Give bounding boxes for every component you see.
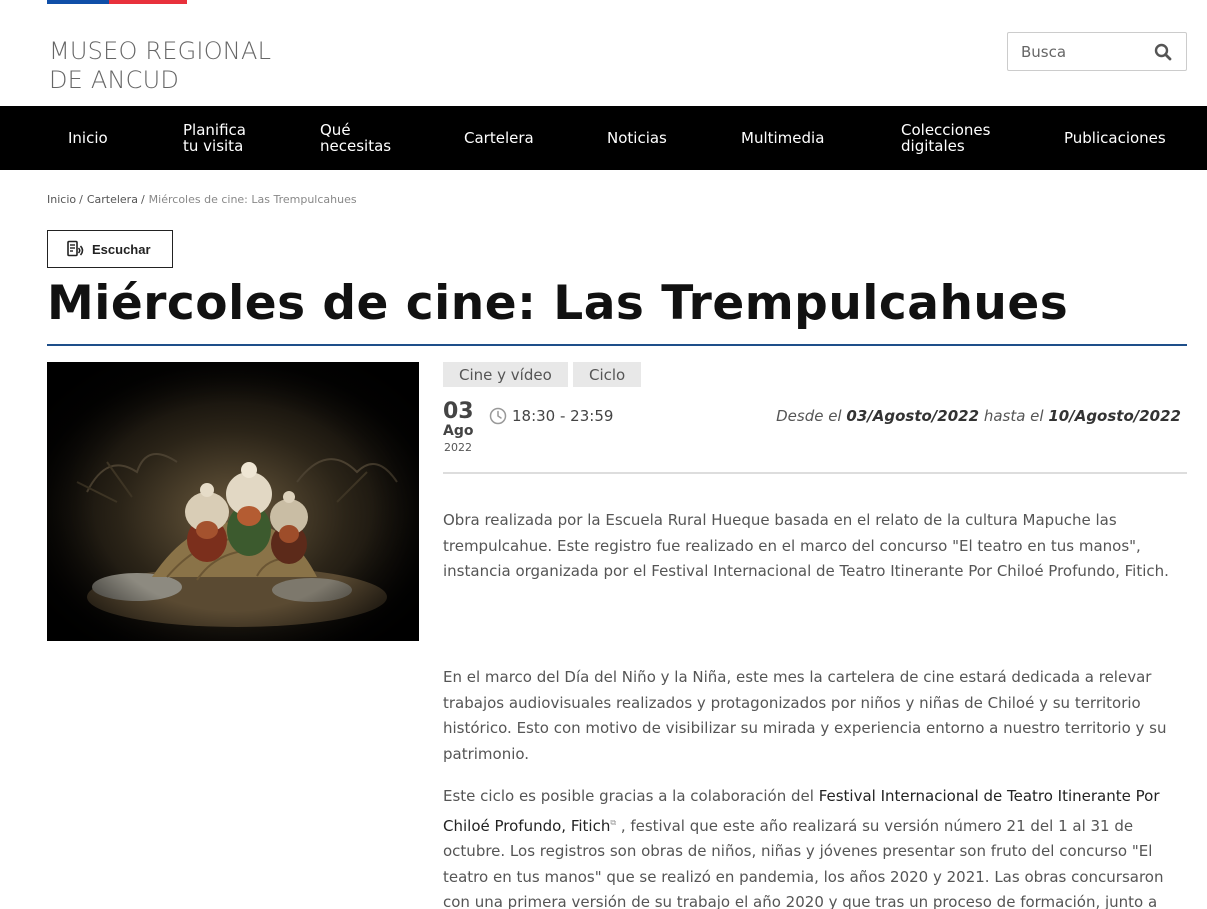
event-month: Ago [443,423,474,439]
breadcrumb [47,193,357,206]
event-year: 2022 [444,441,472,454]
event-time [489,407,613,425]
speaker-icon [66,240,84,258]
clock-icon [489,407,507,425]
page-title: Miércoles de cine: Las Trempulcahues [47,276,1069,331]
body-paragraph-2: En el marco del Día del Niño y la Niña, este mes la cartelera de cine estará dedicada a relevar trabajos audiovisuales realizados y protagonizados por niños y niñas de Chiloé y su territorio histórico. Esto con motivo de visibilizar su mirada y experiencia entorno a nuestro territorio y su patrimonio. [443,668,1167,763]
event-photo [47,362,419,641]
event-date [443,400,473,457]
breadcrumb-inicio[interactable]: Inicio [47,193,77,206]
breadcrumb-separator: / [79,193,83,206]
meta-divider [443,472,1187,474]
nav-item-noticias[interactable]: Noticias [607,129,667,147]
nav-item-que-necesitas[interactable]: Qué necesitas [320,121,392,155]
title-divider [47,344,1187,346]
event-day: 03 [443,399,474,424]
range-from-date: 03/Agosto/2022 [846,407,980,425]
tag-cine-y-video[interactable]: Cine y vídeo [443,362,568,387]
event-time-text: 18:30 - 23:59 [512,407,614,425]
paragraph-3-rest: , festival que este año realizará su versión número 21 del 1 al 31 de octubre. Los registros son obras de niños, niñas y jóvenes presentar son fruto del concurso "El teatro en tus manos" que se realizó en pandemia, los años 2020 y 2021. Las obras concursaron con una primera versión de su trabajo el año 2020 y que tras un proceso de formación, junto a [443,816,1164,909]
nav-item-publicaciones[interactable]: Publicaciones [1064,129,1166,147]
festival-link-text: Festival Internacional de Teatro Itinerante Por Chiloé Profundo, Fitich [443,787,1160,835]
tag-ciclo[interactable]: Ciclo [573,362,641,387]
search-input[interactable] [1008,33,1148,70]
body-paragraph-3 [443,784,1187,909]
external-link-icon: ⧉ [610,817,617,827]
nav-item-planifica[interactable]: Planifica tu visita [183,121,246,155]
search-icon[interactable] [1154,43,1172,61]
range-from-label: Desde el [776,407,842,425]
paragraph-3-intro: Este ciclo es posible gracias a la colaboración del [443,787,819,805]
nav-item-multimedia[interactable]: Multimedia [741,129,825,147]
breadcrumb-separator: / [140,193,145,206]
logo-line-1: MUSEO REGIONAL [49,37,272,65]
listen-button[interactable] [47,230,173,268]
listen-label: Escuchar [92,241,151,257]
logo-line-2: DE ANCUD [49,66,180,94]
site-logo[interactable] [49,37,271,95]
event-date-range [776,407,1181,425]
nav-item-colecciones[interactable]: Colecciones digitales [901,121,991,155]
main-navigation [0,106,1207,170]
body-paragraph-1: Obra realizada por la Escuela Rural Hueque basada en el relato de la cultura Mapuche las trempulcahue. Este registro fue realizado en el marco del concurso "El teatro en tus manos", instancia organizada por el Festival Internacional de Teatro Itinerante Por Chiloé Profundo, Fitich. [443,511,1169,580]
nav-item-inicio[interactable]: Inicio [68,129,108,147]
gov-flag-bar [47,0,187,4]
breadcrumb-cartelera[interactable]: Cartelera [86,193,138,206]
range-to-label: hasta el [983,407,1044,425]
search-box [1007,32,1187,71]
range-to-date: 10/Agosto/2022 [1048,407,1181,425]
nav-item-cartelera[interactable]: Cartelera [464,129,534,147]
breadcrumb-current: Miércoles de cine: Las Trempulcahues [148,193,357,206]
